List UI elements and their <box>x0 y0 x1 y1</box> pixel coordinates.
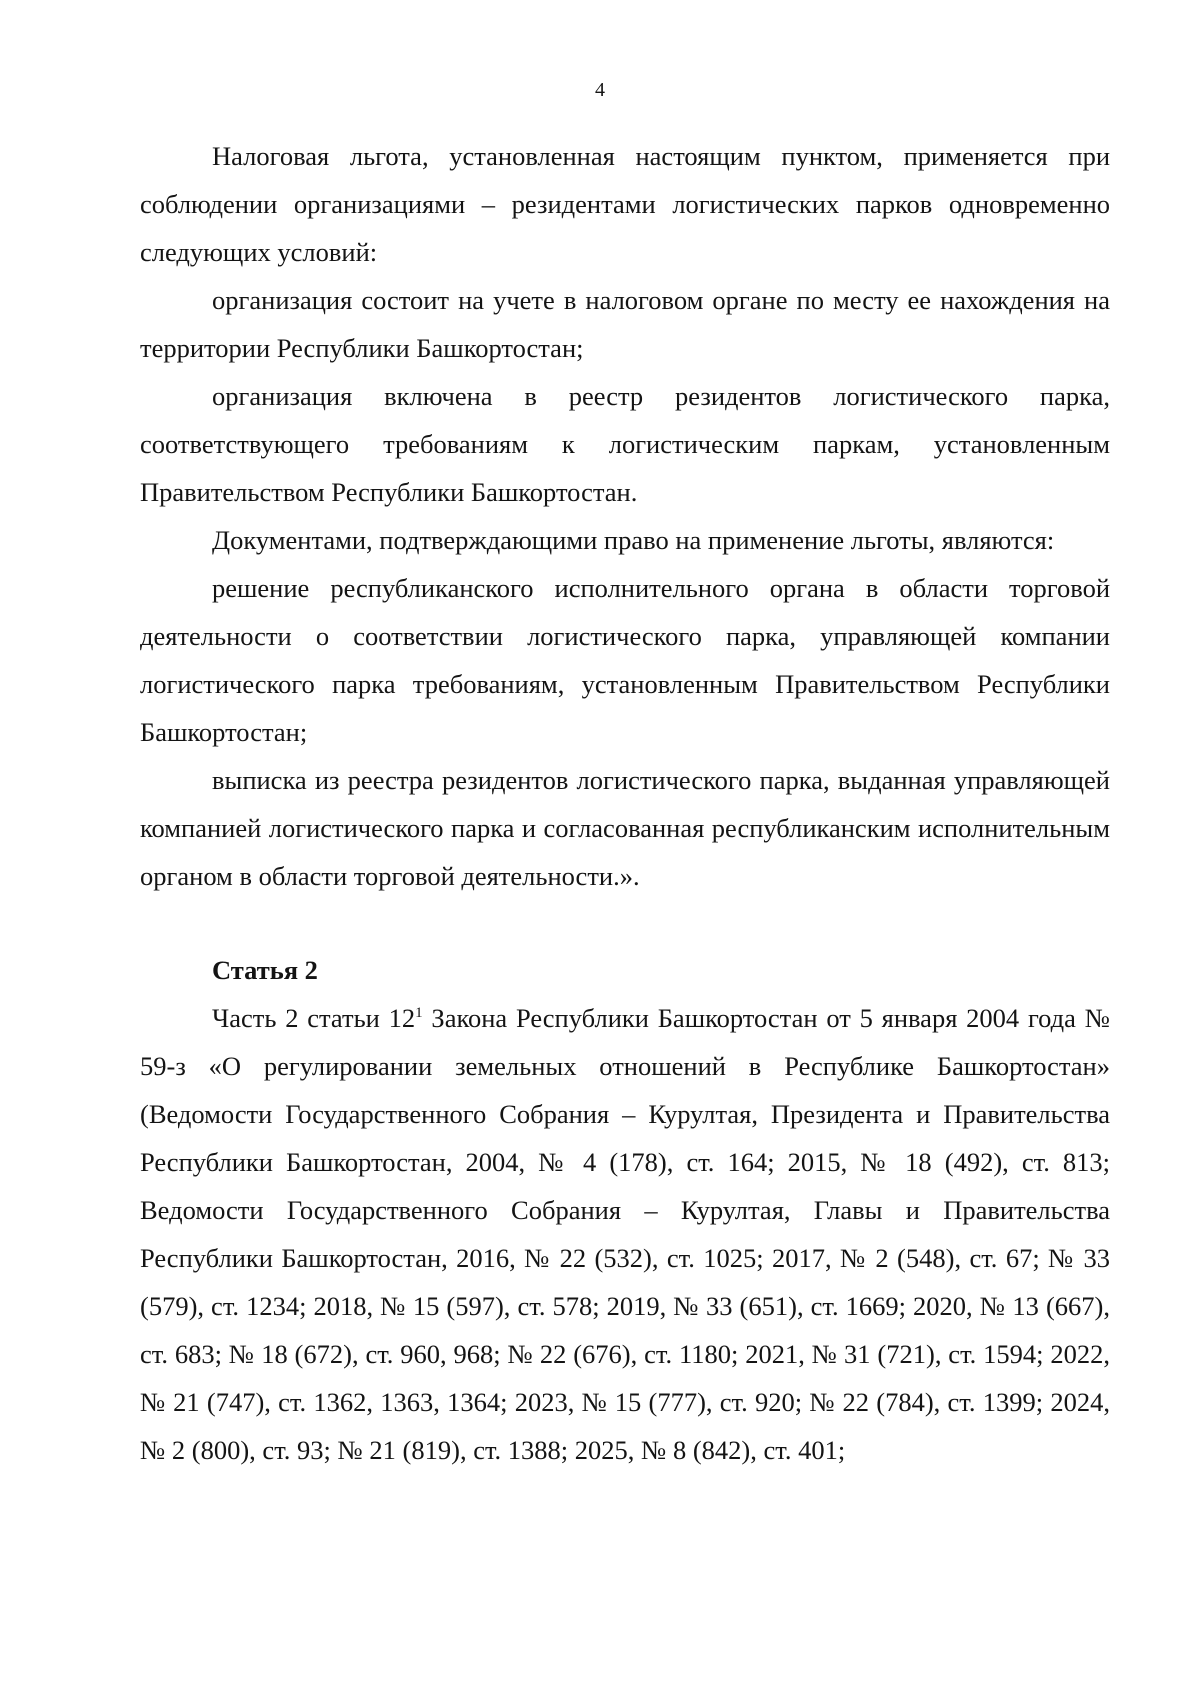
article-text-start: Часть 2 статьи 12 <box>212 1003 416 1033</box>
paragraph-condition-tax-registration: организация состоит на учете в налоговом органе по месту ее нахождения на территории Республики Башкортостан; <box>140 285 1110 363</box>
page-number: 4 <box>595 79 605 101</box>
paragraph-document-decision: решение республиканского исполнительного органа в области торговой деятельности о соответствии логистического парка, управляющей компании логистического парка требованиям, установленным Правительством Республики Башкортостан; <box>140 573 1110 747</box>
paragraph-tax-benefit-conditions: Налоговая льгота, установленная настоящим пунктом, применяется при соблюдении организациями – резидентами логистических парков одновременно следующих условий: <box>140 141 1110 267</box>
article-heading: Статья 2 <box>212 955 318 985</box>
article-text-rest: Закона Республики Башкортостан от 5 января 2004 года № 59-з «О регулировании земельных отношений в Республике Башкортостан» (Ведомости Государственного Собрания – Курултая, Президента и Правительства Республики Башкортостан, 2004, № 4 (178), ст. 164; 2015, № 18 (492), ст. 813; Ведомости Государственного Собрания – Курултая, Главы и Правительства Республики Башкортостан, 2016, № 22 (532), ст. 1025; 2017, № 2 (548), ст. 67; № 33 (579), ст. 1234; 2018, № 15 (597), ст. 578; 2019, № 33 (651), ст. 1669; 2020, № 13 (667), ст. 683; № 18 (672), ст. 960, 968; № 22 (676), ст. 1180; 2021, № 31 (721), ст. 1594; 2022, № 21 (747), ст. 1362, 1363, 1364; 2023, № 15 (777), ст. 920; № 22 (784), ст. 1399; 2024, № 2 (800), ст. 93; № 21 (819), ст. 1388; 2025, № 8 (842), ст. 401; <box>140 1003 1110 1465</box>
paragraph-document-extract: выписка из реестра резидентов логистического парка, выданная управляющей компанией логистического парка и согласованная республиканским исполнительным органом в области торговой деятельности.». <box>140 765 1110 891</box>
article-superscript: 1 <box>415 1005 423 1021</box>
article-text <box>140 994 1110 1474</box>
paragraph-condition-registry: организация включена в реестр резидентов логистического парка, соответствующего требованиям к логистическим паркам, установленным Правительством Республики Башкортостан. <box>140 381 1110 507</box>
section-spacer <box>140 900 1110 946</box>
document-body <box>140 132 1110 1474</box>
paragraph-documents-intro: Документами, подтверждающими право на применение льготы, являются: <box>212 525 1055 555</box>
